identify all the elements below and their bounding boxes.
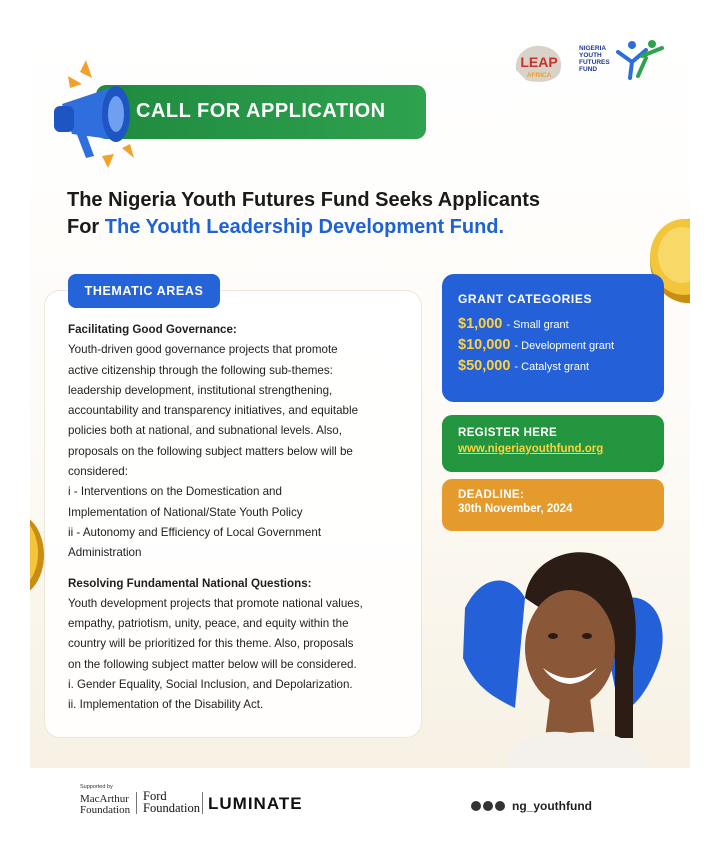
facebook-icon[interactable]	[483, 801, 493, 811]
section-line: Administration	[68, 546, 142, 560]
poster	[30, 28, 690, 768]
nyff-word: FUTURES	[579, 59, 610, 66]
section-line: i - Interventions on the Domestication and	[68, 485, 282, 499]
ford-foundation-logo	[143, 790, 200, 814]
nyff-logo-text	[579, 45, 610, 73]
leap-africa-logo	[508, 40, 570, 86]
thematic-areas-tab: THEMATIC AREAS	[68, 274, 220, 308]
section-line: proposals on the following subject matters below will be	[68, 444, 353, 458]
instagram-icon[interactable]	[495, 801, 505, 811]
grant-amount: $10,000	[458, 337, 511, 353]
grant-amount: $1,000	[458, 316, 503, 332]
register-link[interactable]: www.nigeriayouthfund.org	[458, 443, 604, 455]
section-line: ii. Implementation of the Disability Act.	[68, 698, 264, 712]
grant-label: - Development grant	[514, 340, 615, 352]
nyff-word: FUND	[579, 66, 598, 73]
grant-categories-box	[442, 274, 664, 402]
section-spacer	[68, 564, 414, 574]
svg-text:AFRICA: AFRICA	[526, 72, 552, 79]
deadline-box	[442, 479, 664, 531]
section-line: Implementation of National/State Youth Policy	[68, 505, 303, 519]
section-line: empathy, patriotism, unity, peace, and equity within the	[68, 617, 349, 631]
nyff-word: YOUTH	[579, 52, 602, 59]
ford-line: Ford	[143, 789, 167, 803]
grant-item	[458, 335, 648, 356]
svg-text:LEAP: LEAP	[520, 54, 558, 70]
divider	[136, 792, 137, 814]
grant-item	[458, 356, 648, 377]
section-line: ii - Autonomy and Efficiency of Local Government	[68, 525, 322, 539]
section-line: considered:	[68, 465, 128, 479]
grant-amount: $50,000	[458, 358, 511, 374]
footer	[30, 768, 690, 830]
deadline-date: 30th November, 2024	[458, 503, 573, 515]
thematic-areas-body	[68, 320, 414, 716]
section-line: on the following subject matter below will be considered.	[68, 657, 357, 671]
macarthur-line: Foundation	[80, 804, 131, 816]
grant-label: - Small grant	[506, 319, 569, 331]
banner-title: CALL FOR APPLICATION	[136, 100, 386, 122]
luminate-logo: LUMINATE	[208, 794, 303, 813]
grant-categories-title: GRANT CATEGORIES	[458, 292, 593, 306]
register-box	[442, 415, 664, 472]
headline-prefix: For	[67, 216, 105, 238]
section-line: active citizenship through the following sub-themes:	[68, 363, 333, 377]
section-heading: Resolving Fundamental National Questions:	[68, 576, 312, 590]
ford-line: Foundation	[143, 801, 200, 815]
section-line: country will be prioritized for this theme. Also, proposals	[68, 637, 354, 651]
headline	[67, 187, 540, 241]
social-icons	[471, 801, 505, 811]
smiling-woman-photo	[455, 538, 670, 768]
deadline-title: DEADLINE:	[458, 489, 525, 501]
section-line: accountability and transparency initiatives, and equitable	[68, 404, 359, 418]
megaphone-icon	[48, 58, 144, 168]
section-line: leadership development, institutional strengthening,	[68, 383, 333, 397]
headline-line-2	[67, 214, 540, 241]
macarthur-foundation-logo	[80, 794, 130, 816]
nyff-word: NIGERIA	[579, 45, 607, 52]
macarthur-line: MacArthur	[80, 793, 129, 805]
divider	[202, 792, 203, 814]
social-handle: ng_youthfund	[512, 799, 592, 813]
grant-item	[458, 314, 648, 335]
headline-line-1: The Nigeria Youth Futures Fund Seeks Applicants	[67, 189, 541, 211]
supported-by-label: Supported by	[80, 784, 113, 790]
headline-highlight: The Youth Leadership Development Fund.	[104, 216, 505, 238]
section-line: Youth development projects that promote national values,	[68, 596, 363, 610]
section-heading: Facilitating Good Governance:	[68, 323, 237, 336]
nyff-logo-mark	[612, 38, 664, 80]
register-title: REGISTER HERE	[458, 427, 558, 439]
x-icon[interactable]	[471, 801, 481, 811]
grant-label: - Catalyst grant	[514, 361, 590, 373]
section-line: Youth-driven good governance projects that promote	[68, 343, 338, 357]
section-line: policies both at national, and subnational levels. Also,	[68, 424, 342, 438]
section-line: i. Gender Equality, Social Inclusion, and Depolarization.	[68, 678, 353, 692]
